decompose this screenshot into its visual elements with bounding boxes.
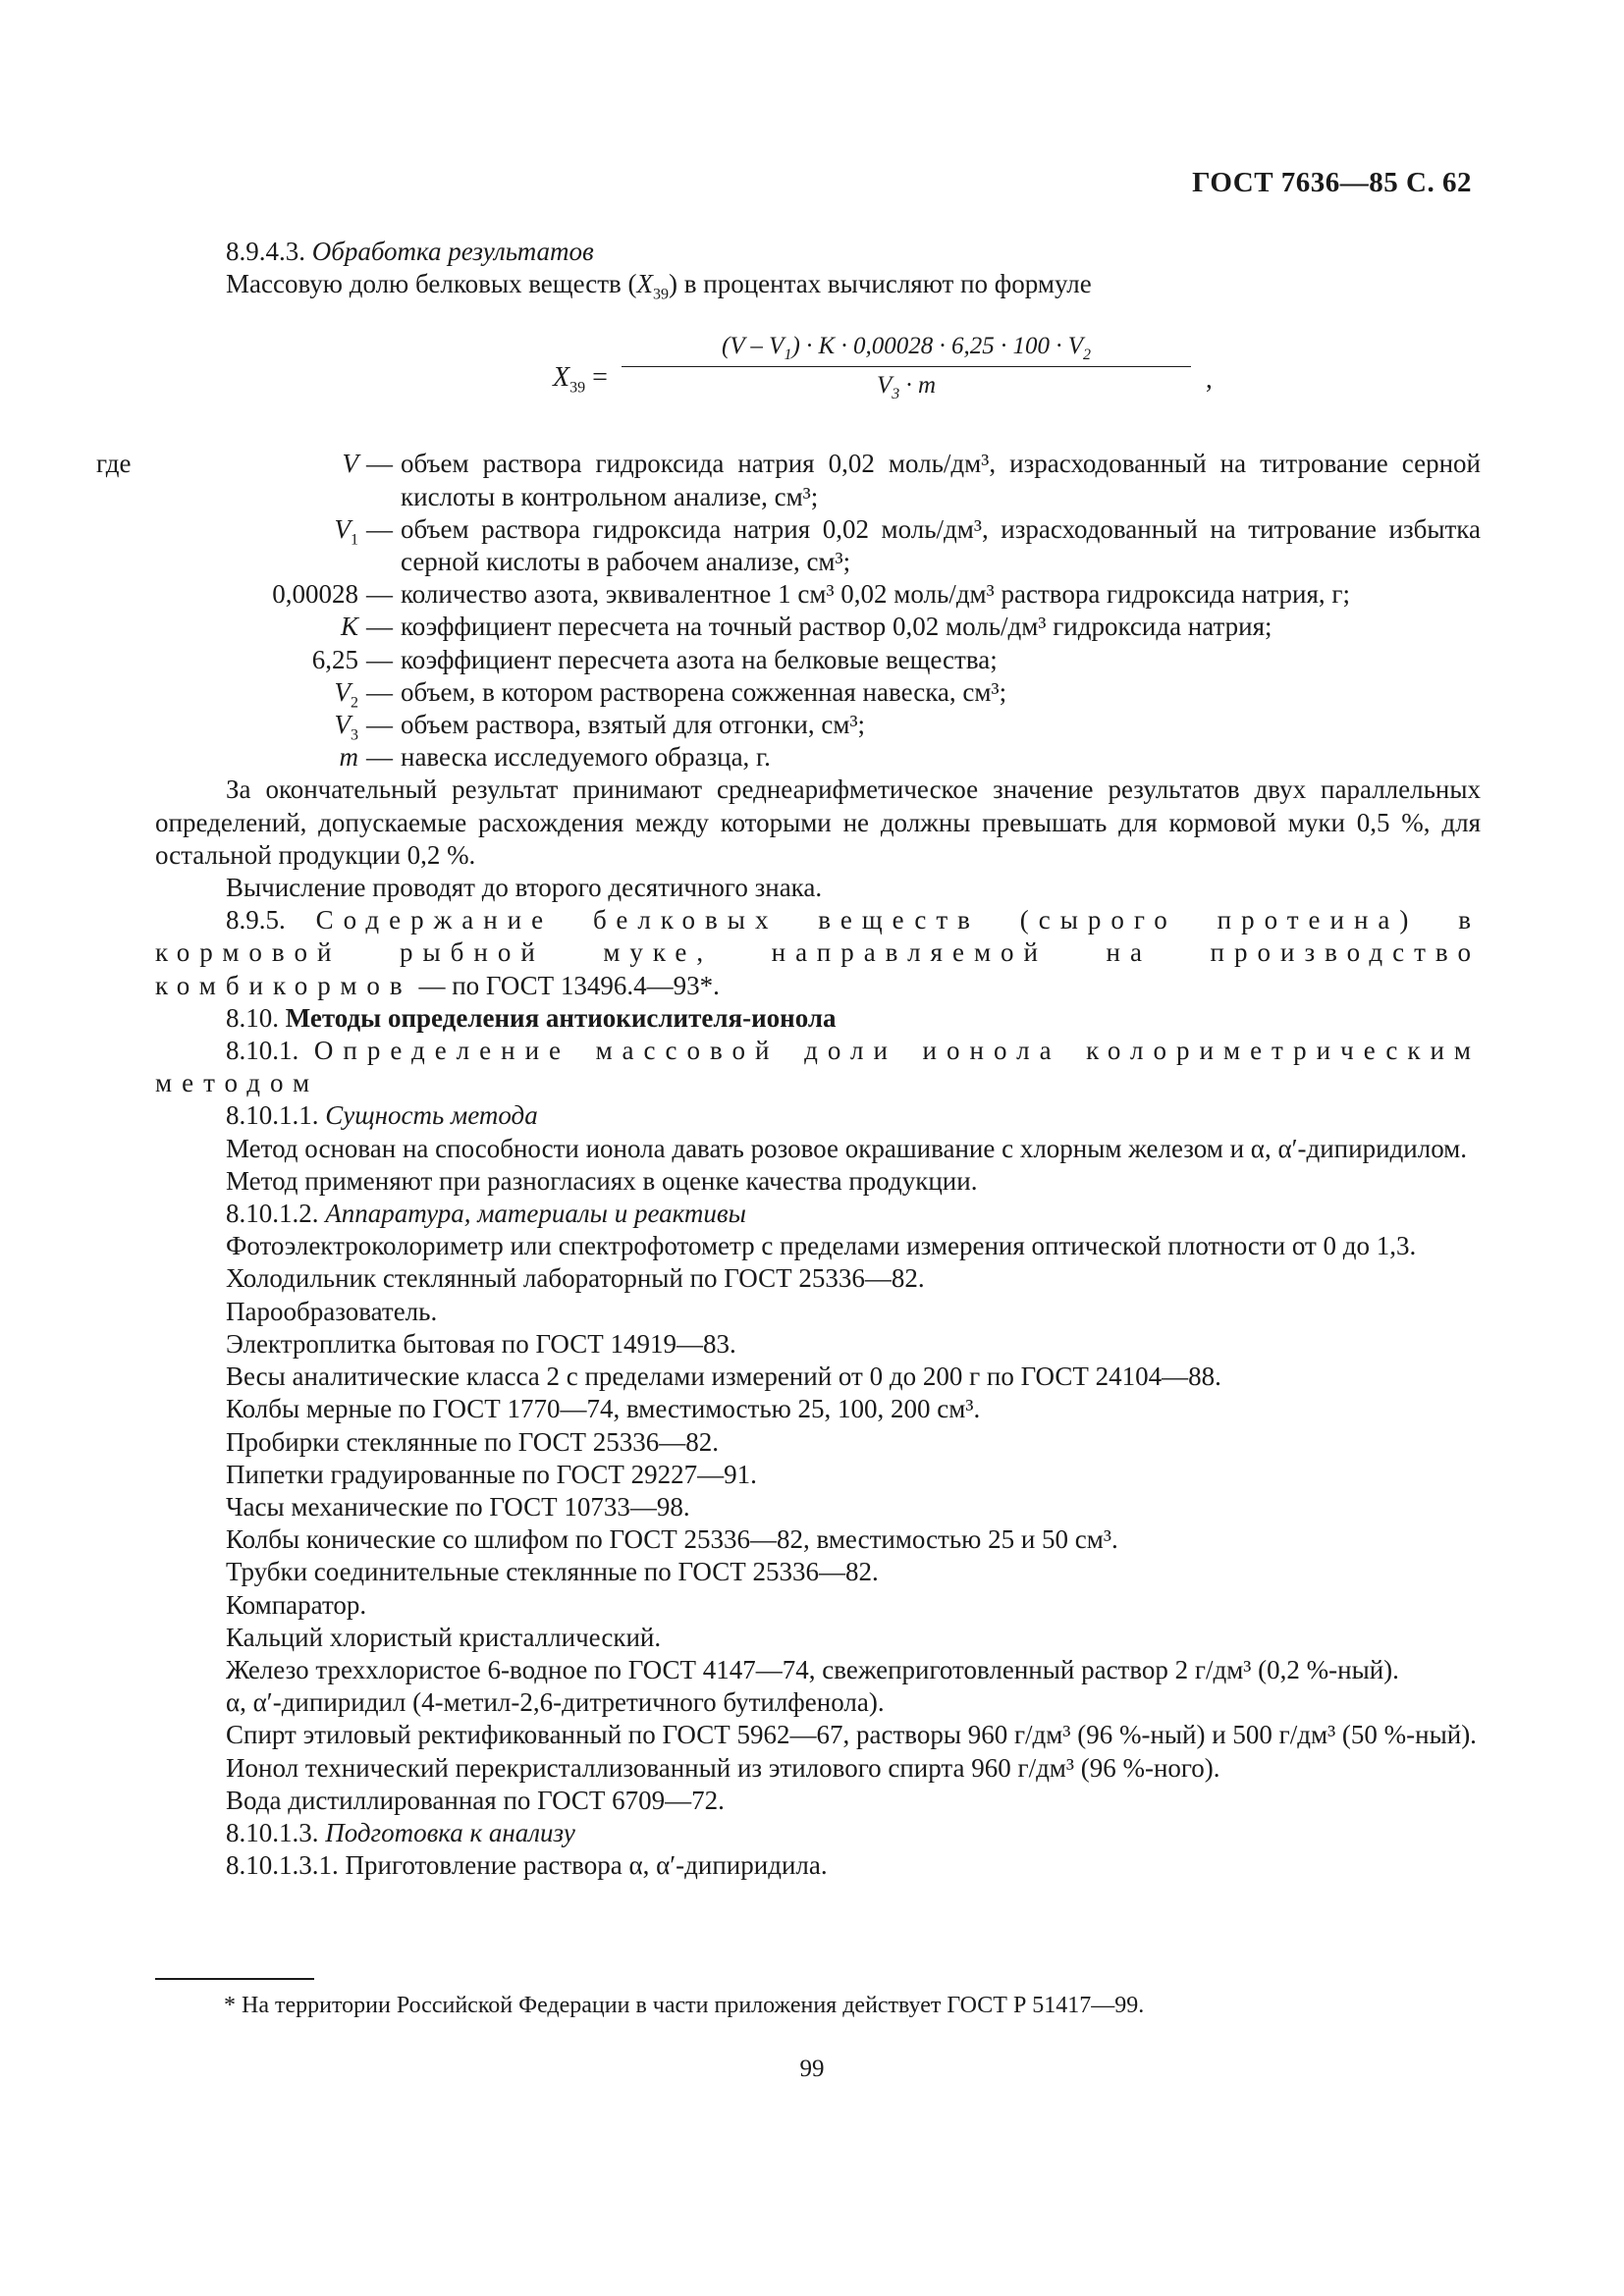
definition-description — [366, 513, 1481, 578]
definition-text: коэффициент пересчета на точный раствор 0,02 моль/дм³ гидроксида натрия; — [401, 612, 1272, 642]
section-8-10-1-2-heading — [155, 1198, 1481, 1230]
section-8-10-heading — [155, 1002, 1481, 1035]
definition-dash: — — [366, 449, 393, 479]
method-paragraph: Метод основан на способности ионола давать розовое окрашивание с хлорным железом и α, α′-дипиридилом. — [226, 1133, 1468, 1163]
definition-symbol — [96, 611, 366, 643]
definition-text: количество азота, эквивалентное 1 см³ 0,02 моль/дм³ раствора гидроксида натрия, г; — [401, 579, 1350, 610]
section-number: 8.10.1.2. — [226, 1199, 326, 1229]
symbol-text: 0,00028 — [272, 579, 358, 610]
definition-symbol — [96, 709, 366, 744]
intro-text-post: ) в процентах вычисляют по формуле — [669, 269, 1092, 299]
definition-symbol — [96, 644, 366, 676]
definition-text: объем раствора гидроксида натрия 0,02 моль/дм³, израсходованный на титрование серной кислоты в контрольном анализе, см³; — [401, 449, 1481, 511]
definition-row — [155, 578, 1481, 611]
formula-lhs-sub: 39 — [569, 380, 586, 397]
definition-description — [366, 741, 1481, 774]
material-item: Холодильник стеклянный лабораторный по ГОСТ 25336—82. — [226, 1263, 925, 1294]
symbol-text: V — [334, 676, 351, 707]
material-item: Ионол технический перекристаллизованный из этилового спирта 960 г/дм³ (96 %-ного). — [226, 1752, 1220, 1783]
definition-text: навеска исследуемого образца, г. — [401, 742, 771, 773]
definition-symbol — [96, 676, 366, 712]
section-number: 8.10.1.1. — [226, 1100, 326, 1131]
section-number: 8.10.1.3. — [226, 1817, 326, 1847]
material-item: Компаратор. — [226, 1589, 367, 1620]
intro-paragraph — [155, 268, 1481, 303]
section-number: 8.10.1. — [226, 1036, 299, 1066]
symbol-text: V — [334, 710, 351, 740]
definition-symbol — [96, 741, 366, 774]
definition-description — [366, 644, 1481, 676]
formula-denominator — [622, 369, 1191, 401]
definition-row — [155, 644, 1481, 676]
material-item: Электроплитка бытовая по ГОСТ 14919—83. — [226, 1328, 736, 1359]
definition-row — [155, 709, 1481, 744]
formula-lhs-var: X — [553, 362, 570, 394]
denominator-sub-a: 3 — [892, 386, 900, 403]
formula-numerator — [622, 330, 1191, 362]
definition-dash: — — [366, 676, 393, 707]
definition-row — [96, 448, 1481, 512]
page-content — [96, 236, 1482, 1882]
material-item: Железо треххлористое 6-водное по ГОСТ 4147—74, свежеприготовленный раствор 2 г/дм³ (0,2 %-ный). — [226, 1654, 1399, 1684]
section-number: 8.9.5. — [226, 905, 286, 935]
material-item: Вода дистиллированная по ГОСТ 6709—72. — [226, 1785, 725, 1815]
numerator-part-a: (V – V — [722, 333, 785, 360]
material-item: Спирт этиловый ректификованный по ГОСТ 5962—67, растворы 960 г/дм³ (96 %-ный) и 500 г/дм³ (50 %-ный). — [226, 1720, 1477, 1750]
formula-fraction — [622, 330, 1191, 401]
definition-row — [155, 741, 1481, 774]
section-spaced-title: Содержание белковых веществ (сырого протеина) в кормовой рыбной муке, направляемой на производство комбикормов — [155, 905, 1481, 1000]
footnote-rule — [155, 1978, 314, 1980]
definition-text: объем, в котором растворена сожженная навеска, см³; — [401, 676, 1007, 707]
numerator-sub-a: 1 — [784, 347, 792, 364]
definition-symbol — [96, 513, 366, 549]
intro-text-pre: Массовую долю белковых веществ ( — [226, 269, 637, 299]
definition-description — [366, 448, 1481, 512]
section-8-9-5-paragraph — [155, 904, 1481, 1002]
denominator-part-a: V — [876, 372, 893, 400]
intro-variable-sub: 39 — [653, 286, 669, 303]
material-item: Кальций хлористый кристаллический. — [226, 1622, 662, 1652]
definition-row — [155, 676, 1481, 712]
material-item: Пипетки градуированные по ГОСТ 29227—91. — [226, 1459, 757, 1489]
formula — [155, 324, 1481, 440]
symbol-text: V — [342, 449, 358, 479]
numerator-part-b: ) · K · 0,00028 · 6,25 · 100 · V — [791, 333, 1083, 360]
definition-row — [155, 611, 1481, 643]
definition-text: коэффициент пересчета азота на белковые вещества; — [401, 644, 998, 674]
section-title: Сущность метода — [325, 1100, 538, 1131]
section-8-10-1-3-heading — [155, 1817, 1481, 1849]
symbol-text: V — [334, 513, 351, 544]
definition-dash: — — [366, 579, 393, 610]
material-item: Колбы конические со шлифом по ГОСТ 25336—82, вместимостью 25 и 50 см³. — [226, 1524, 1118, 1555]
intro-variable: X — [636, 269, 653, 299]
section-title: Методы определения антиокислителя-ионола — [285, 1002, 837, 1033]
section-number: 8.9.4.3. — [226, 237, 312, 266]
definition-description — [366, 709, 1481, 741]
definition-dash: — — [366, 742, 393, 773]
section-title: Аппаратура, материалы и реактивы — [325, 1199, 746, 1229]
where-label: где — [96, 449, 132, 479]
definition-description — [366, 611, 1481, 643]
section-reference: — по ГОСТ 13496.4—93*. — [411, 970, 720, 1000]
definition-description — [366, 676, 1481, 709]
section-8-9-4-3-heading — [155, 236, 1481, 268]
symbol-subscript: 1 — [351, 531, 358, 549]
definition-symbol — [96, 448, 366, 480]
symbol-text: 6,25 — [311, 644, 358, 674]
section-8-10-1-heading — [155, 1035, 1481, 1099]
page-header: ГОСТ 7636—85 С. 62 — [1192, 167, 1472, 198]
definition-dash: — — [366, 710, 393, 740]
symbol-text: K — [340, 612, 358, 642]
symbol-text: m — [339, 742, 358, 773]
definition-dash: — — [366, 612, 393, 642]
formula-comma: , — [1206, 364, 1213, 395]
final-result-paragraph: За окончательный результат принимают среднеарифметическое значение результатов двух параллельных определений, допускаемые расхождения между которыми не должны превышать для кормовой муки 0,5 %, для остальной продукции 0,2 %. — [155, 774, 1481, 870]
material-item: Весы аналитические класса 2 с пределами измерений от 0 до 200 г по ГОСТ 24104—88. — [226, 1362, 1221, 1392]
definition-text: объем раствора гидроксида натрия 0,02 моль/дм³, израсходованный на титрование избытка серной кислоты в рабочем анализе, см³; — [401, 513, 1481, 577]
definition-description — [366, 578, 1481, 611]
numerator-sub-b: 2 — [1082, 347, 1091, 364]
page-number: 99 — [799, 2056, 825, 2082]
fraction-bar — [622, 366, 1191, 368]
denominator-part-b: · m — [899, 372, 937, 400]
symbol-subscript: 3 — [351, 726, 358, 744]
symbol-subscript: 2 — [351, 694, 358, 712]
variable-definitions — [96, 448, 1481, 774]
definition-symbol — [96, 578, 366, 611]
material-item: α, α′-дипиридил (4-метил-2,6-дитретичного бутилфенола). — [226, 1687, 885, 1718]
formula-equals: = — [585, 362, 608, 394]
definition-dash: — — [366, 513, 393, 544]
material-item: Часы механические по ГОСТ 10733—98. — [226, 1491, 690, 1522]
section-number: 8.10. — [226, 1002, 286, 1033]
material-item: Фотоэлектроколориметр или спектрофотометр с пределами измерения оптической плотности от 0 до 1,3. — [226, 1231, 1417, 1261]
footnote: * На территории Российской Федерации в части приложения действует ГОСТ Р 51417—99. — [224, 1993, 1145, 2018]
definition-text: объем раствора, взятый для отгонки, см³; — [401, 710, 866, 740]
material-item: Колбы мерные по ГОСТ 1770—74, вместимостью 25, 100, 200 см³. — [226, 1394, 981, 1424]
materials-list — [155, 1230, 1481, 1817]
section-title: Подготовка к анализу — [325, 1817, 575, 1847]
section-8-10-1-3-1-paragraph: 8.10.1.3.1. Приготовление раствора α, α′-дипиридила. — [226, 1850, 828, 1881]
formula-lhs — [553, 361, 608, 397]
section-spaced-title: Определение массовой доли ионола колориметрическим методом — [155, 1036, 1482, 1098]
definition-dash: — — [366, 644, 393, 674]
material-item: Пробирки стеклянные по ГОСТ 25336—82. — [226, 1426, 720, 1457]
material-item: Трубки соединительные стеклянные по ГОСТ 25336—82. — [226, 1557, 879, 1587]
section-8-10-1-1-heading — [155, 1099, 1481, 1132]
material-item: Парообразователь. — [226, 1296, 438, 1326]
section-title: Обработка результатов — [311, 237, 594, 266]
calculation-paragraph: Вычисление проводят до второго десятичного знака. — [226, 873, 823, 903]
definition-row — [155, 513, 1481, 578]
method-usage-paragraph: Метод применяют при разногласиях в оценке качества продукции. — [226, 1165, 978, 1196]
